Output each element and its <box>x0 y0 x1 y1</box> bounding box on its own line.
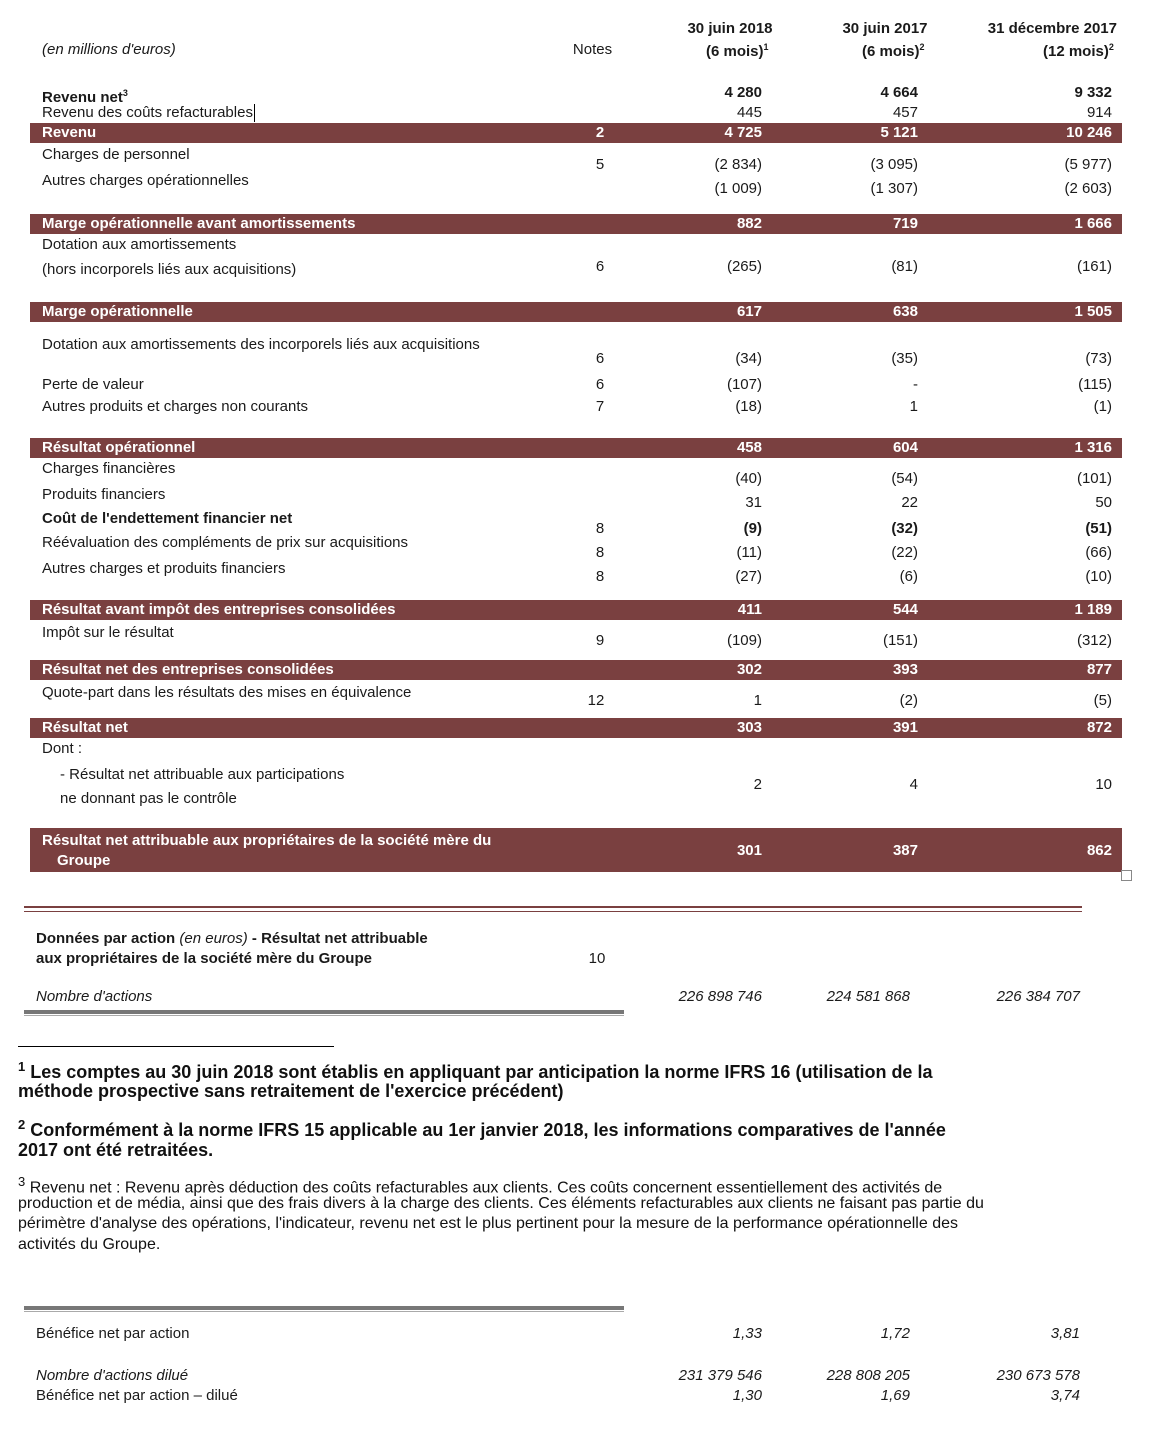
cell-v3: 3,81 <box>1050 1325 1080 1342</box>
band-v2: 391 <box>892 719 918 736</box>
cell-v1: (109) <box>726 632 762 649</box>
col2-header-date: 30 juin 2017 <box>842 20 928 37</box>
cell-v3: 9 332 <box>1074 84 1112 101</box>
band-v2: 5 121 <box>880 124 918 141</box>
cell-v2: (54) <box>891 470 918 487</box>
row-label: Autres charges opérationnelles <box>42 172 249 189</box>
cell-v2: (6) <box>899 568 918 585</box>
notes-header: Notes <box>572 41 613 58</box>
cell-v3: (5) <box>1093 692 1112 709</box>
band-note: 2 <box>595 124 605 141</box>
row-note: 8 <box>595 520 605 537</box>
cell-v2: 4 664 <box>880 84 918 101</box>
cell-v3: 914 <box>1086 104 1112 121</box>
band-v2: 544 <box>892 601 918 618</box>
col2-header-period: (6 mois)$^2$ <box>862 42 925 60</box>
row-note: 9 <box>595 632 605 649</box>
row-label-line2: (hors incorporels liés aux acquisitions) <box>42 261 297 278</box>
row-label: Bénéfice net par action – dilué <box>36 1387 238 1404</box>
footnote-separator <box>18 1046 334 1047</box>
band-v3: 1 666 <box>1074 215 1112 232</box>
band-v3: 1 316 <box>1074 439 1112 456</box>
cell-v1: 1,30 <box>732 1387 762 1404</box>
cell-v1: 4 280 <box>724 84 762 101</box>
row-note: 6 <box>595 376 605 393</box>
row-label-line1: - Résultat net attribuable aux participations <box>60 766 345 783</box>
cell-v2: 1,69 <box>880 1387 910 1404</box>
row-label: Impôt sur le résultat <box>42 624 174 641</box>
nombre-actions-v1: 226 898 746 <box>678 988 762 1005</box>
col1-header-date: 30 juin 2018 <box>687 20 773 37</box>
eps-rule <box>24 1306 624 1310</box>
cell-v2: 1,72 <box>880 1325 910 1342</box>
cell-v3: (5 977) <box>1064 156 1112 173</box>
cell-v1: (11) <box>736 544 762 561</box>
row-label: Réévaluation des compléments de prix sur acquisitions <box>42 534 409 551</box>
row-label: Dotation aux amortissements des incorporels liés aux acquisitions <box>42 336 480 353</box>
footnote-3-line3: périmètre d'analyse des opérations, l'indicateur, revenu net est le plus pertinent pour la mesure de la performance opérationnelle des <box>18 1215 958 1232</box>
row-label: Nombre d'actions dilué <box>36 1367 189 1384</box>
units-label: (en millions d'euros) <box>42 41 176 58</box>
cell-v1: (107) <box>726 376 762 393</box>
footnote-1-line2: méthode prospective sans retraitement de l'exercice précédent) <box>18 1081 564 1101</box>
row-note: 7 <box>595 398 605 415</box>
cell-v1: 1,33 <box>732 1325 762 1342</box>
band-v1: 617 <box>736 303 762 320</box>
cell-v2: (81) <box>891 258 918 275</box>
band-v3: 1 505 <box>1074 303 1112 320</box>
row-label: Coût de l'endettement financier net <box>42 510 293 527</box>
footnote-3-line4: activités du Groupe. <box>18 1236 161 1253</box>
cell-v1: 231 379 546 <box>678 1367 762 1384</box>
row-label: Produits financiers <box>42 486 166 503</box>
cell-v1: 1 <box>753 692 762 709</box>
row-label: Autres charges et produits financiers <box>42 560 286 577</box>
band-v3: 877 <box>1086 661 1112 678</box>
cell-v1: (9) <box>743 520 762 537</box>
band-label: Résultat net des entreprises consolidées <box>42 661 334 678</box>
band-label: Revenu <box>42 124 97 141</box>
band-v2: 604 <box>892 439 918 456</box>
band-revenu <box>30 123 1122 143</box>
row-label: Charges de personnel <box>42 146 190 163</box>
band-v2: 393 <box>892 661 918 678</box>
band-marge-avant-amortissements <box>30 214 1122 234</box>
band-marge-operationnelle <box>30 302 1122 322</box>
cell-v2: (2) <box>899 692 918 709</box>
row-label: Autres produits et charges non courants <box>42 398 308 415</box>
col1-header-period: (6 mois)$^1$ <box>706 42 769 60</box>
cell-v1: (27) <box>735 568 762 585</box>
row-note: 12 <box>587 692 605 709</box>
cell-v2: 228 808 205 <box>826 1367 910 1384</box>
band-v1: 411 <box>737 601 762 618</box>
band-resultat-net-consolidees <box>30 660 1122 680</box>
per-share-note: 10 <box>588 950 606 967</box>
band-v3: 1 189 <box>1074 601 1112 618</box>
band-v1: 458 <box>736 439 762 456</box>
band-v1: 301 <box>736 842 762 859</box>
cell-v3: 3,74 <box>1050 1387 1080 1404</box>
cell-v2: 22 <box>901 494 918 511</box>
nombre-actions-label: Nombre d'actions <box>36 988 153 1005</box>
row-note: 5 <box>595 156 605 173</box>
cell-v2: (1 307) <box>870 180 918 197</box>
band-label: Résultat opérationnel <box>42 439 196 456</box>
footnote-2-line2: 2017 ont été retraitées. <box>18 1140 214 1160</box>
band-label: Marge opérationnelle <box>42 303 193 320</box>
row-label-line2: ne donnant pas le contrôle <box>60 790 237 807</box>
band-v1: 882 <box>736 215 762 232</box>
band-resultat-operationnel <box>30 438 1122 458</box>
nombre-actions-v2: 224 581 868 <box>826 988 910 1005</box>
cell-v2: 4 <box>909 776 918 793</box>
band-v1: 4 725 <box>724 124 762 141</box>
cell-v1: (34) <box>735 350 762 367</box>
cell-v1: (2 834) <box>714 156 762 173</box>
double-rule-bottom <box>24 911 1082 912</box>
footnote-2-line1: $^2$ Conformément à la norme IFRS 15 applicable au 1er janvier 2018, les informations comparatives de l'année <box>18 1117 946 1140</box>
band-label: Résultat avant impôt des entreprises consolidées <box>42 601 396 618</box>
band-v3: 862 <box>1086 842 1112 859</box>
cell-v3: (66) <box>1085 544 1112 561</box>
cell-v3: 10 <box>1095 776 1112 793</box>
band-label: Marge opérationnelle avant amortissements <box>42 215 356 232</box>
cell-v1: (1 009) <box>714 180 762 197</box>
band-label-line1: Résultat net attribuable aux propriétaires de la société mère du <box>42 832 492 849</box>
nombre-actions-v3: 226 384 707 <box>996 988 1080 1005</box>
cell-v2: - <box>913 376 918 393</box>
cell-v2: 457 <box>892 104 918 121</box>
resize-handle[interactable] <box>1121 870 1132 881</box>
per-share-title: Données par action (en euros) - Résultat net attribuable <box>36 930 428 947</box>
eps-rule-thin <box>24 1311 624 1312</box>
cell-v3: (101) <box>1076 470 1112 487</box>
row-label: Charges financières <box>42 460 176 477</box>
cell-v2: 1 <box>909 398 918 415</box>
per-share-rule <box>24 1010 624 1014</box>
cell-v2: (35) <box>891 350 918 367</box>
row-dont-label: Dont : <box>42 740 83 757</box>
row-note: 6 <box>595 350 605 367</box>
footnote-3-line1: $^3$ Revenu net : Revenu après déduction des coûts refacturables aux clients. Ces coûts concernent essentiellement des activités de <box>18 1174 943 1197</box>
cell-v3: (10) <box>1085 568 1112 585</box>
cell-v1: (18) <box>735 398 762 415</box>
band-v2: 638 <box>892 303 918 320</box>
per-share-rule-thin <box>24 1015 624 1016</box>
band-v1: 302 <box>736 661 762 678</box>
cell-v1: 445 <box>736 104 762 121</box>
band-v2: 719 <box>892 215 918 232</box>
cell-v2: (3 095) <box>870 156 918 173</box>
footnote-3-line2: production et de média, ainsi que des frais divers à la charge des clients. Ces éléments refacturables aux clients ne faisant pas partie du <box>18 1195 984 1212</box>
cell-v3: (51) <box>1085 520 1112 537</box>
cell-v1: 31 <box>745 494 762 511</box>
row-label: Revenu des coûts refacturables <box>42 104 253 121</box>
row-note: 6 <box>595 258 605 275</box>
band-resultat-avant-impot <box>30 600 1122 620</box>
cell-v3: (115) <box>1078 376 1112 393</box>
band-resultat-net <box>30 718 1122 738</box>
band-v2: 387 <box>892 842 918 859</box>
row-label-line1: Dotation aux amortissements <box>42 236 237 253</box>
row-note: 8 <box>595 544 605 561</box>
row-label: Quote-part dans les résultats des mises en équivalence <box>42 684 412 701</box>
band-label: Résultat net <box>42 719 128 736</box>
cell-v1: 2 <box>753 776 762 793</box>
cell-v2: (151) <box>882 632 918 649</box>
row-label: Revenu net$^3$ <box>42 88 128 106</box>
band-v3: 872 <box>1086 719 1112 736</box>
col3-header-date: 31 décembre 2017 <box>987 20 1117 37</box>
cell-v3: 230 673 578 <box>996 1367 1080 1384</box>
band-v3: 10 246 <box>1066 124 1112 141</box>
cell-v2: (22) <box>891 544 918 561</box>
band-resultat-proprietaires <box>30 828 1122 872</box>
cell-v3: (1) <box>1093 398 1112 415</box>
per-share-title-line2: aux propriétaires de la société mère du Groupe <box>36 950 372 967</box>
cell-v3: (312) <box>1076 632 1112 649</box>
row-label: Bénéfice net par action <box>36 1325 190 1342</box>
footnote-1-line1: $^1$ Les comptes au 30 juin 2018 sont établis en appliquant par anticipation la norme IFRS 16 (utilisation de la <box>18 1059 933 1082</box>
row-note: 8 <box>595 568 605 585</box>
cell-v3: (161) <box>1076 258 1112 275</box>
cell-v1: (265) <box>726 258 762 275</box>
band-v1: 303 <box>736 719 762 736</box>
double-rule-top <box>24 906 1082 908</box>
cell-v2: (32) <box>891 520 918 537</box>
cell-v1: (40) <box>735 470 762 487</box>
band-label-line2: Groupe <box>57 852 111 869</box>
cell-v3: (73) <box>1085 350 1112 367</box>
cell-v3: (2 603) <box>1064 180 1112 197</box>
row-label: Perte de valeur <box>42 376 144 393</box>
col3-header-period: (12 mois)$^2$ <box>1043 42 1114 60</box>
cell-v3: 50 <box>1095 494 1112 511</box>
